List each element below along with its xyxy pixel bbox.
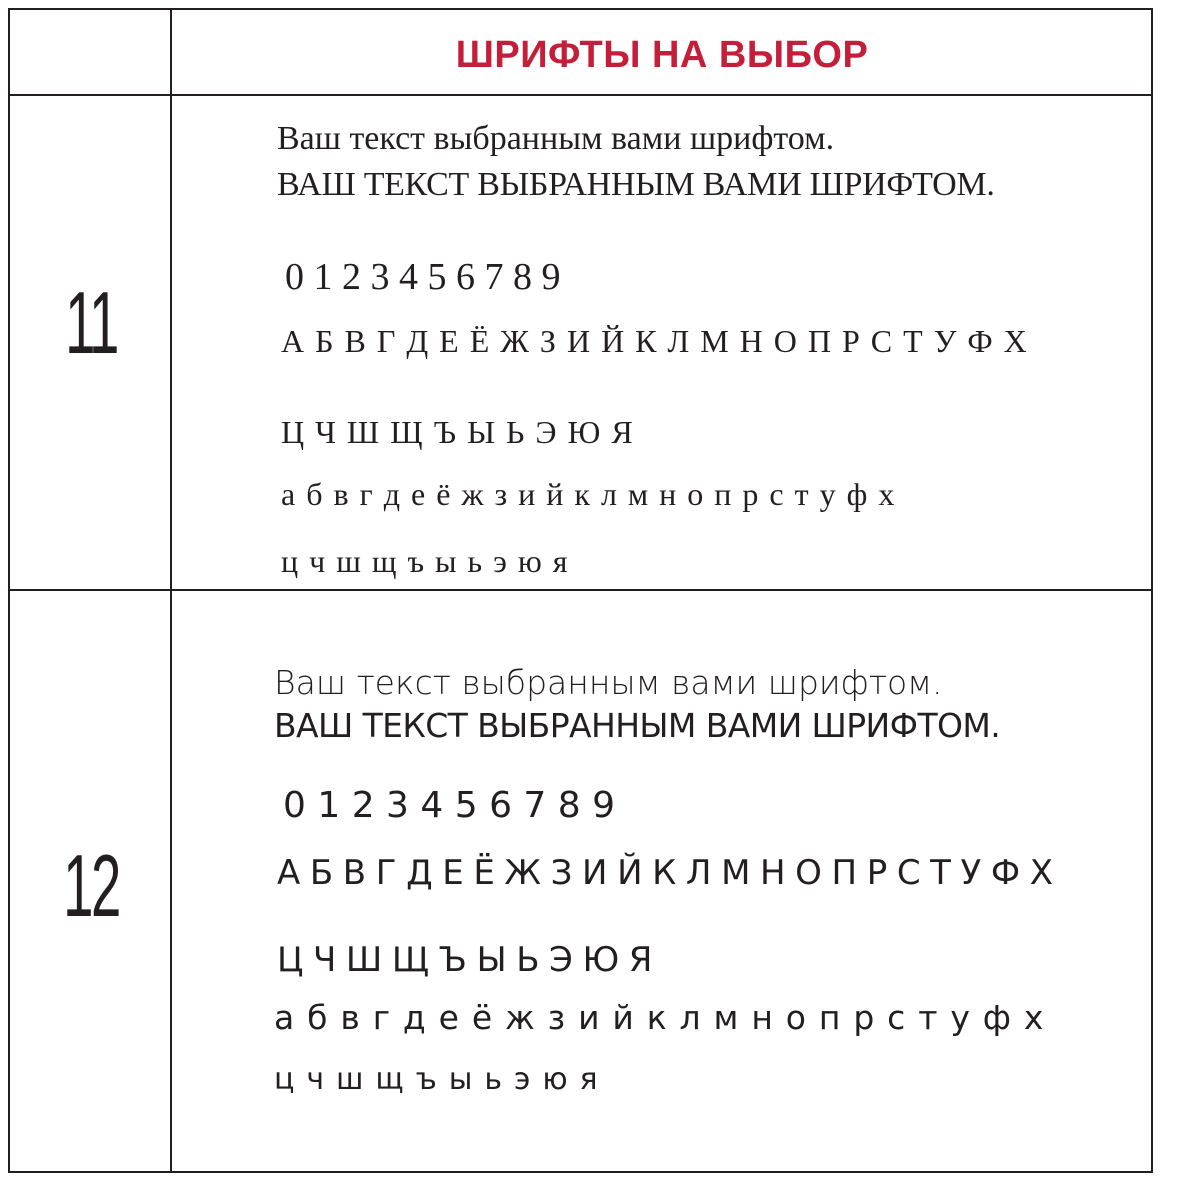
font-11-uppercase-row-2: Ц Ч Ш Щ Ъ Ы Ь Э Ю Я — [281, 414, 635, 450]
header-divider — [8, 94, 1153, 96]
font-number-12: 12 — [63, 836, 119, 935]
table-border-top — [8, 8, 1153, 10]
font-12-digits: 0 1 2 3 4 5 6 7 8 9 — [283, 785, 616, 826]
column-divider — [170, 8, 172, 1173]
font-12-lowercase-row-1: а б в г д е ё ж з и й к л м н о п р с т у ф х — [274, 998, 1045, 1037]
row-divider — [8, 589, 1153, 591]
font-11-digits: 0 1 2 3 4 5 6 7 8 9 — [285, 256, 561, 298]
table-border-bottom — [8, 1171, 1153, 1173]
font-12-sample-lowercase: Ваш текст выбранным вами шрифтом. — [274, 663, 943, 702]
font-11-sample-uppercase: ВАШ ТЕКСТ ВЫБРАННЫМ ВАМИ ШРИФТОМ. — [277, 166, 995, 203]
font-12-sample-uppercase: ВАШ ТЕКСТ ВЫБРАННЫМ ВАМИ ШРИФТОМ. — [274, 706, 1001, 745]
font-11-lowercase-row-2: ц ч ш щ ъ ы ь э ю я — [281, 543, 569, 579]
font-11-sample-lowercase: Ваш текст выбранным вами шрифтом. — [277, 120, 835, 157]
font-12-uppercase-row-1: А Б В Г Д Е Ё Ж З И Й К Л М Н О П Р С Т У Ф Х — [277, 853, 1053, 893]
page-title: ШРИФТЫ НА ВЫБОР — [455, 34, 869, 76]
font-11-uppercase-row-1: А Б В Г Д Е Ё Ж З И Й К Л М Н О П Р С Т У Ф Х — [281, 323, 1029, 359]
table-border-left — [8, 8, 10, 1173]
font-number-11: 11 — [65, 273, 117, 372]
table-border-right — [1151, 8, 1153, 1173]
font-12-lowercase-row-2: ц ч ш щ ъ ы ь э ю я — [274, 1062, 599, 1097]
font-12-uppercase-row-2: Ц Ч Ш Щ Ъ Ы Ь Э Ю Я — [277, 940, 652, 980]
font-11-lowercase-row-1: а б в г д е ё ж з и й к л м н о п р с т у ф х — [281, 476, 896, 512]
